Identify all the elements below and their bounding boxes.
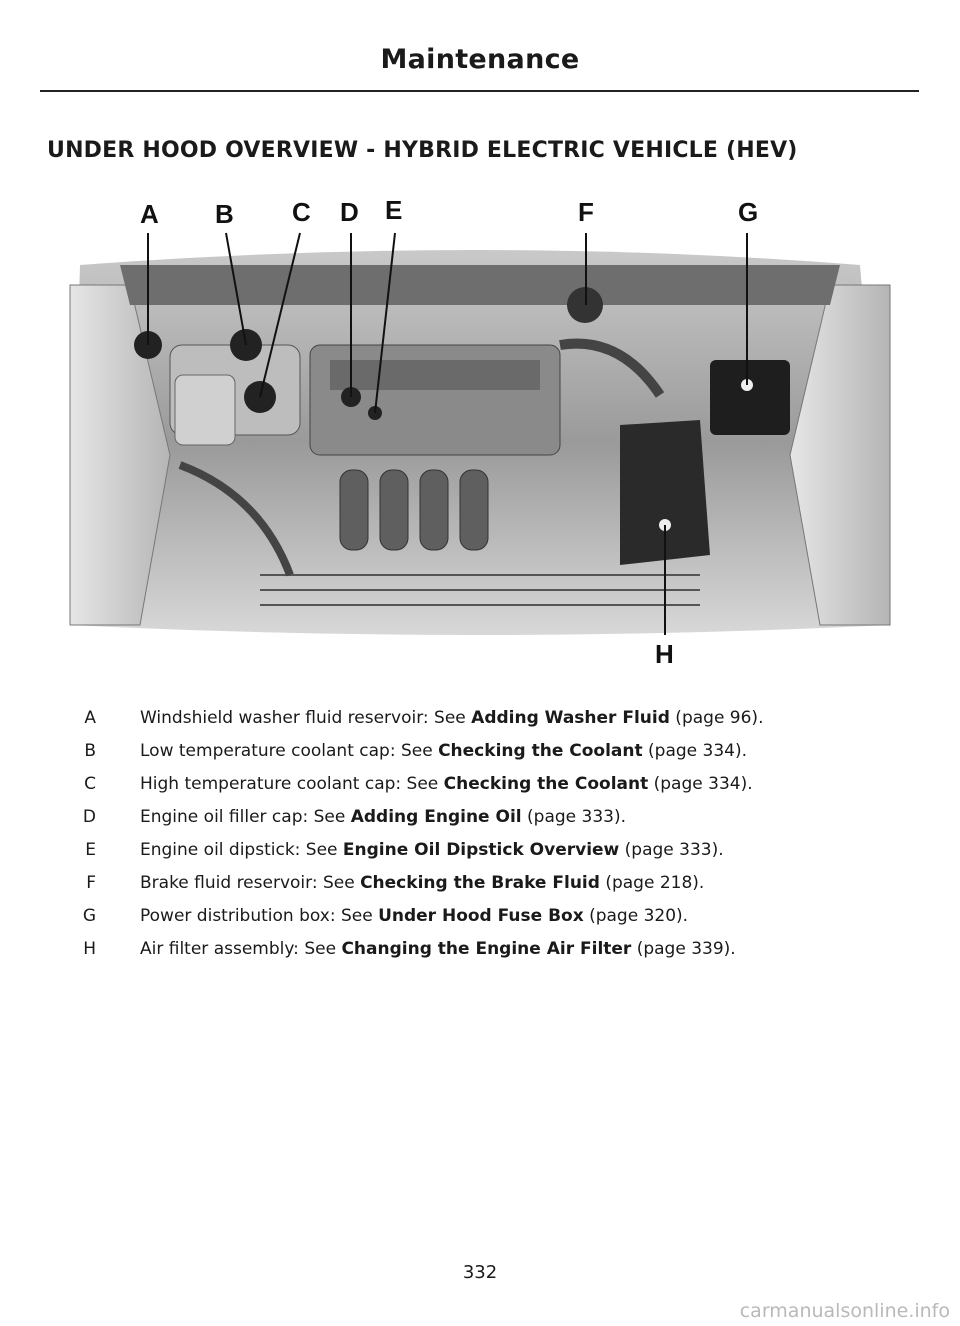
callout-a: A — [140, 199, 159, 229]
legend-text: Engine oil filler cap: See Adding Engine Oil (page 333). — [140, 807, 627, 827]
legend-key: G — [82, 906, 96, 926]
watermark: carmanualsonline.info — [739, 1300, 950, 1322]
legend-key: A — [84, 708, 96, 728]
legend-row-g — [60, 906, 920, 939]
cross-reference-link[interactable]: Engine Oil Dipstick Overview — [342, 840, 620, 860]
legend-row-h — [60, 939, 920, 972]
page-header-title: Maintenance — [380, 44, 580, 75]
legend-key: F — [86, 873, 96, 893]
legend-text: High temperature coolant cap: See Checking the Coolant (page 334). — [140, 774, 753, 794]
legend-text: Low temperature coolant cap: See Checking the Coolant (page 334). — [140, 741, 748, 761]
callout-h: H — [655, 639, 674, 669]
legend-row-b — [60, 741, 920, 774]
header-divider — [40, 90, 919, 92]
callout-f: F — [578, 197, 594, 227]
legend-text: Brake fluid reservoir: See Checking the Brake Fluid (page 218). — [140, 873, 705, 893]
legend-text: Windshield washer fluid reservoir: See Adding Washer Fluid (page 96). — [140, 708, 764, 728]
legend-row-f — [60, 873, 920, 906]
section-title: UNDER HOOD OVERVIEW - HYBRID ELECTRIC VEHICLE (HEV) — [47, 138, 798, 163]
callout-b: B — [215, 199, 234, 229]
legend-text: Air filter assembly: See Changing the Engine Air Filter (page 339). — [140, 939, 736, 959]
cross-reference-link[interactable]: Under Hood Fuse Box — [378, 906, 584, 926]
legend-row-e — [60, 840, 920, 873]
engine-bay-illustration — [60, 195, 900, 670]
cross-reference-link[interactable]: Changing the Engine Air Filter — [341, 939, 632, 959]
legend-text: Engine oil dipstick: See Engine Oil Dipstick Overview (page 333). — [140, 840, 724, 860]
legend-key: E — [85, 840, 96, 860]
callout-g: G — [738, 197, 759, 227]
cross-reference-link[interactable]: Adding Engine Oil — [350, 807, 522, 827]
page-number: 332 — [462, 1262, 498, 1283]
legend-row-c — [60, 774, 920, 807]
legend-key: D — [82, 807, 96, 827]
callout-legend — [60, 708, 920, 972]
cross-reference-link[interactable]: Checking the Coolant — [438, 741, 643, 761]
callout-d: D — [340, 197, 359, 227]
cross-reference-link[interactable]: Checking the Coolant — [443, 774, 649, 794]
cross-reference-link[interactable]: Checking the Brake Fluid — [360, 873, 600, 893]
legend-key: H — [83, 939, 96, 959]
callout-e: E — [385, 195, 403, 225]
engine-bay-figure — [60, 195, 900, 670]
callout-c: C — [292, 197, 311, 227]
legend-key: C — [84, 774, 96, 794]
legend-text: Power distribution box: See Under Hood Fuse Box (page 320). — [140, 906, 689, 926]
legend-row-a — [60, 708, 920, 741]
legend-key: B — [84, 741, 96, 761]
legend-row-d — [60, 807, 920, 840]
cross-reference-link[interactable]: Adding Washer Fluid — [471, 708, 670, 728]
